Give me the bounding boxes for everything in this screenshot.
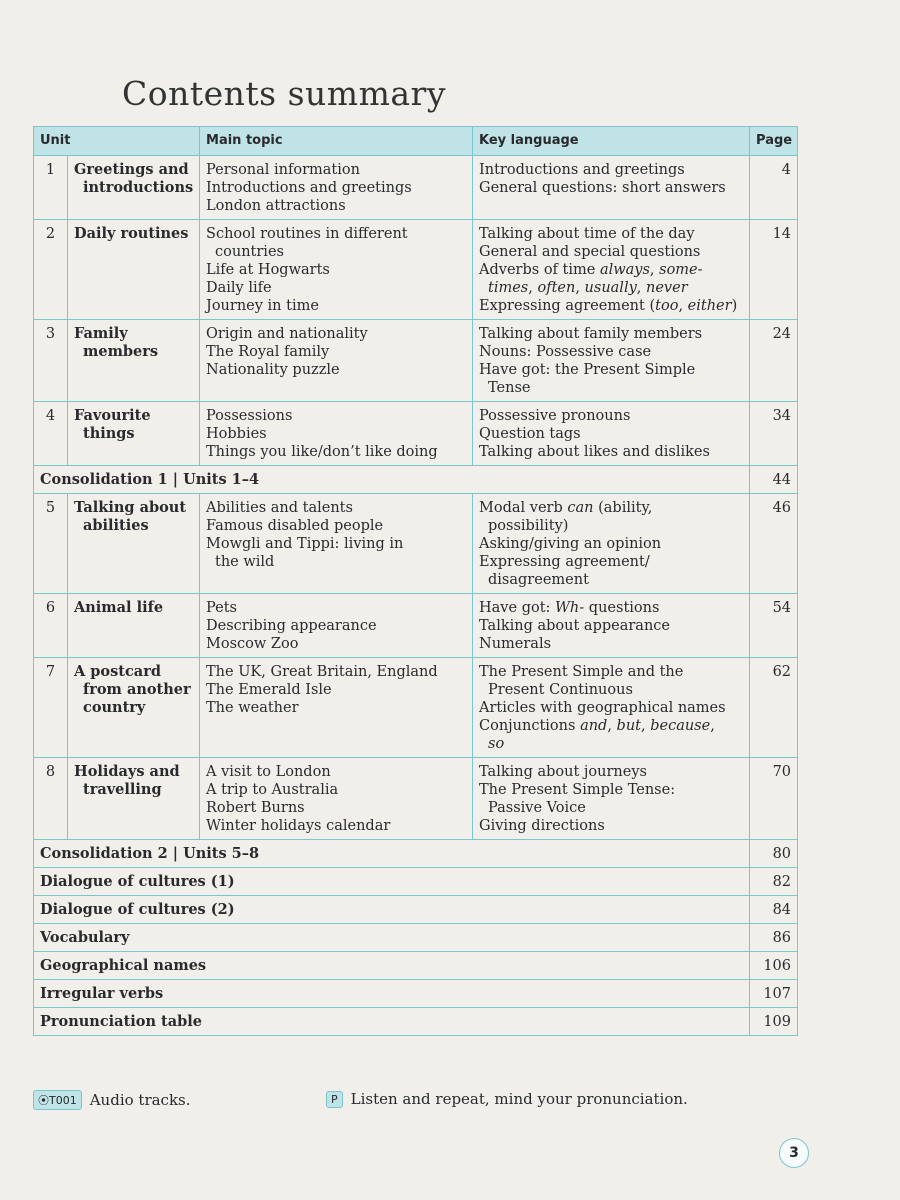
main-topic-cell bbox=[200, 594, 473, 658]
text-line: General questions: short answers bbox=[479, 180, 726, 196]
text-line: Introductions and greetings bbox=[479, 162, 685, 178]
text-line: The Present Simple Tense: bbox=[479, 782, 676, 798]
unit-name bbox=[68, 320, 200, 402]
appendix-row bbox=[34, 1008, 798, 1036]
unit-name-line: Animal life bbox=[74, 599, 164, 616]
header-row bbox=[34, 127, 798, 156]
text-line: Present Continuous bbox=[488, 682, 633, 698]
text-line: Question tags bbox=[479, 426, 581, 442]
unit-number: 5 bbox=[34, 494, 68, 594]
text-line: Nationality puzzle bbox=[206, 362, 340, 378]
text-line: Things you like/don’t like doing bbox=[206, 444, 438, 460]
text-line: The Present Simple and the bbox=[479, 664, 684, 680]
unit-row bbox=[34, 658, 798, 758]
unit-number: 6 bbox=[34, 594, 68, 658]
appendix-row bbox=[34, 952, 798, 980]
unit-row bbox=[34, 320, 798, 402]
unit-row bbox=[34, 758, 798, 840]
page-title: Contents summary bbox=[122, 74, 446, 113]
appendix-row bbox=[34, 980, 798, 1008]
text-line: Mowgli and Tippi: living in bbox=[206, 536, 404, 552]
key-language-cell bbox=[473, 220, 750, 320]
unit-number: 4 bbox=[34, 402, 68, 466]
unit-number: 3 bbox=[34, 320, 68, 402]
page-cell: 109 bbox=[750, 1008, 798, 1036]
unit-row bbox=[34, 402, 798, 466]
main-topic-cell bbox=[200, 758, 473, 840]
unit-row bbox=[34, 220, 798, 320]
text-line: Nouns: Possessive case bbox=[479, 344, 652, 360]
unit-name-line: members bbox=[83, 343, 159, 360]
page-cell: 82 bbox=[750, 868, 798, 896]
text-line: Talking about family members bbox=[479, 326, 703, 342]
text-line: Modal verb can (ability, bbox=[479, 500, 653, 516]
text-line: Conjunctions and, but, because, bbox=[479, 718, 715, 734]
page-cell: 24 bbox=[750, 320, 798, 402]
page-cell: 106 bbox=[750, 952, 798, 980]
text-line: Adverbs of time always, some- bbox=[479, 262, 703, 278]
unit-name bbox=[68, 758, 200, 840]
key-language-cell bbox=[473, 156, 750, 220]
main-topic-cell bbox=[200, 402, 473, 466]
unit-name-line: Favourite bbox=[74, 407, 151, 424]
text-line: Hobbies bbox=[206, 426, 267, 442]
consolidation-row-label: Consolidation 1 | Units 1–4 bbox=[34, 466, 750, 494]
key-language-cell bbox=[473, 594, 750, 658]
unit-name-line: travelling bbox=[83, 781, 162, 798]
page-cell: 84 bbox=[750, 896, 798, 924]
unit-name-line: abilities bbox=[83, 517, 149, 534]
text-line: times, often, usually, never bbox=[488, 280, 688, 296]
unit-number: 7 bbox=[34, 658, 68, 758]
header-unit: Unit bbox=[34, 127, 200, 156]
text-line: Talking about journeys bbox=[479, 764, 647, 780]
key-language-cell bbox=[473, 402, 750, 466]
appendix-row bbox=[34, 924, 798, 952]
header-page: Page bbox=[750, 127, 798, 156]
text-line: Asking/giving an opinion bbox=[479, 536, 662, 552]
unit-name-line: Talking about bbox=[74, 499, 187, 516]
appendix-row-label: Pronunciation table bbox=[34, 1008, 750, 1036]
text-line: Journey in time bbox=[206, 298, 319, 314]
listen-legend bbox=[326, 1090, 688, 1108]
unit-name-line: Daily routines bbox=[74, 225, 189, 242]
unit-name bbox=[68, 220, 200, 320]
audio-legend-text: Audio tracks. bbox=[89, 1091, 191, 1109]
appendix-row-label: Dialogue of cultures (2) bbox=[34, 896, 750, 924]
appendix-row bbox=[34, 896, 798, 924]
appendix-row-label: Irregular verbs bbox=[34, 980, 750, 1008]
consolidation-row-label: Consolidation 2 | Units 5–8 bbox=[34, 840, 750, 868]
text-line: Have got: the Present Simple bbox=[479, 362, 696, 378]
key-language-cell bbox=[473, 658, 750, 758]
text-line: Have got: Wh- questions bbox=[479, 600, 660, 616]
unit-name-line: Greetings and bbox=[74, 161, 189, 178]
appendix-row-label: Vocabulary bbox=[34, 924, 750, 952]
page-cell: 54 bbox=[750, 594, 798, 658]
key-language-cell bbox=[473, 494, 750, 594]
header-main-topic: Main topic bbox=[200, 127, 473, 156]
audio-legend bbox=[33, 1090, 191, 1110]
unit-number: 8 bbox=[34, 758, 68, 840]
text-line: Giving directions bbox=[479, 818, 605, 834]
unit-name bbox=[68, 494, 200, 594]
text-line: Talking about appearance bbox=[479, 618, 670, 634]
text-line: Possessions bbox=[206, 408, 293, 424]
appendix-row-label: Geographical names bbox=[34, 952, 750, 980]
unit-row bbox=[34, 594, 798, 658]
consolidation-row bbox=[34, 840, 798, 868]
text-line: Pets bbox=[206, 600, 237, 616]
text-line: possibility) bbox=[488, 518, 569, 534]
text-line: Talking about likes and dislikes bbox=[479, 444, 710, 460]
page-cell: 80 bbox=[750, 840, 798, 868]
text-line: The UK, Great Britain, England bbox=[206, 664, 438, 680]
listen-legend-text: Listen and repeat, mind your pronunciation. bbox=[350, 1090, 688, 1108]
contents-body bbox=[34, 156, 798, 1036]
text-line: so bbox=[488, 736, 505, 752]
text-line: Passive Voice bbox=[488, 800, 586, 816]
unit-name-line: A postcard bbox=[74, 663, 161, 680]
text-line: Winter holidays calendar bbox=[206, 818, 391, 834]
text-line: Introductions and greetings bbox=[206, 180, 412, 196]
text-line: Expressing agreement/ bbox=[479, 554, 650, 570]
unit-row bbox=[34, 494, 798, 594]
text-line: Personal information bbox=[206, 162, 360, 178]
key-language-cell bbox=[473, 320, 750, 402]
unit-name-line: introductions bbox=[83, 179, 194, 196]
page-cell: 46 bbox=[750, 494, 798, 594]
text-line: Moscow Zoo bbox=[206, 636, 299, 652]
page-cell: 44 bbox=[750, 466, 798, 494]
text-line: Abilities and talents bbox=[206, 500, 353, 516]
unit-name-line: things bbox=[83, 425, 135, 442]
unit-number: 1 bbox=[34, 156, 68, 220]
key-language-cell bbox=[473, 758, 750, 840]
text-line: Tense bbox=[488, 380, 531, 396]
text-line: The weather bbox=[206, 700, 299, 716]
header-key-language: Key language bbox=[473, 127, 750, 156]
appendix-row-label: Dialogue of cultures (1) bbox=[34, 868, 750, 896]
page-cell: 107 bbox=[750, 980, 798, 1008]
text-line: Origin and nationality bbox=[206, 326, 368, 342]
text-line: Numerals bbox=[479, 636, 552, 652]
appendix-row bbox=[34, 868, 798, 896]
page-cell: 86 bbox=[750, 924, 798, 952]
text-line: School routines in different bbox=[206, 226, 408, 242]
text-line: Talking about time of the day bbox=[479, 226, 695, 242]
listen-repeat-icon: P bbox=[326, 1091, 343, 1108]
text-line: countries bbox=[215, 244, 284, 260]
main-topic-cell bbox=[200, 658, 473, 758]
unit-name-line: Family bbox=[74, 325, 128, 342]
unit-name-line: from another bbox=[83, 681, 191, 698]
text-line: Expressing agreement (too, either) bbox=[479, 298, 738, 314]
unit-name-line: Holidays and bbox=[74, 763, 180, 780]
text-line: A visit to London bbox=[206, 764, 331, 780]
page-cell: 70 bbox=[750, 758, 798, 840]
text-line: the wild bbox=[215, 554, 275, 570]
text-line: London attractions bbox=[206, 198, 346, 214]
unit-name bbox=[68, 156, 200, 220]
unit-name bbox=[68, 402, 200, 466]
text-line: General and special questions bbox=[479, 244, 701, 260]
main-topic-cell bbox=[200, 320, 473, 402]
text-line: Articles with geographical names bbox=[479, 700, 726, 716]
text-line: A trip to Australia bbox=[206, 782, 339, 798]
text-line: Life at Hogwarts bbox=[206, 262, 330, 278]
main-topic-cell bbox=[200, 220, 473, 320]
audio-track-icon: ⦿T001 bbox=[33, 1090, 82, 1110]
text-line: Possessive pronouns bbox=[479, 408, 631, 424]
unit-number: 2 bbox=[34, 220, 68, 320]
text-line: Robert Burns bbox=[206, 800, 305, 816]
unit-name bbox=[68, 658, 200, 758]
main-topic-cell bbox=[200, 494, 473, 594]
consolidation-row bbox=[34, 466, 798, 494]
unit-name bbox=[68, 594, 200, 658]
text-line: The Emerald Isle bbox=[206, 682, 332, 698]
contents-table bbox=[33, 126, 798, 1036]
page-cell: 34 bbox=[750, 402, 798, 466]
text-line: Famous disabled people bbox=[206, 518, 384, 534]
unit-name-line: country bbox=[83, 699, 146, 716]
text-line: The Royal family bbox=[206, 344, 330, 360]
page-cell: 62 bbox=[750, 658, 798, 758]
page-cell: 4 bbox=[750, 156, 798, 220]
page-cell: 14 bbox=[750, 220, 798, 320]
page-number: 3 bbox=[779, 1138, 809, 1168]
unit-row bbox=[34, 156, 798, 220]
text-line: Daily life bbox=[206, 280, 272, 296]
text-line: disagreement bbox=[488, 572, 589, 588]
main-topic-cell bbox=[200, 156, 473, 220]
text-line: Describing appearance bbox=[206, 618, 377, 634]
